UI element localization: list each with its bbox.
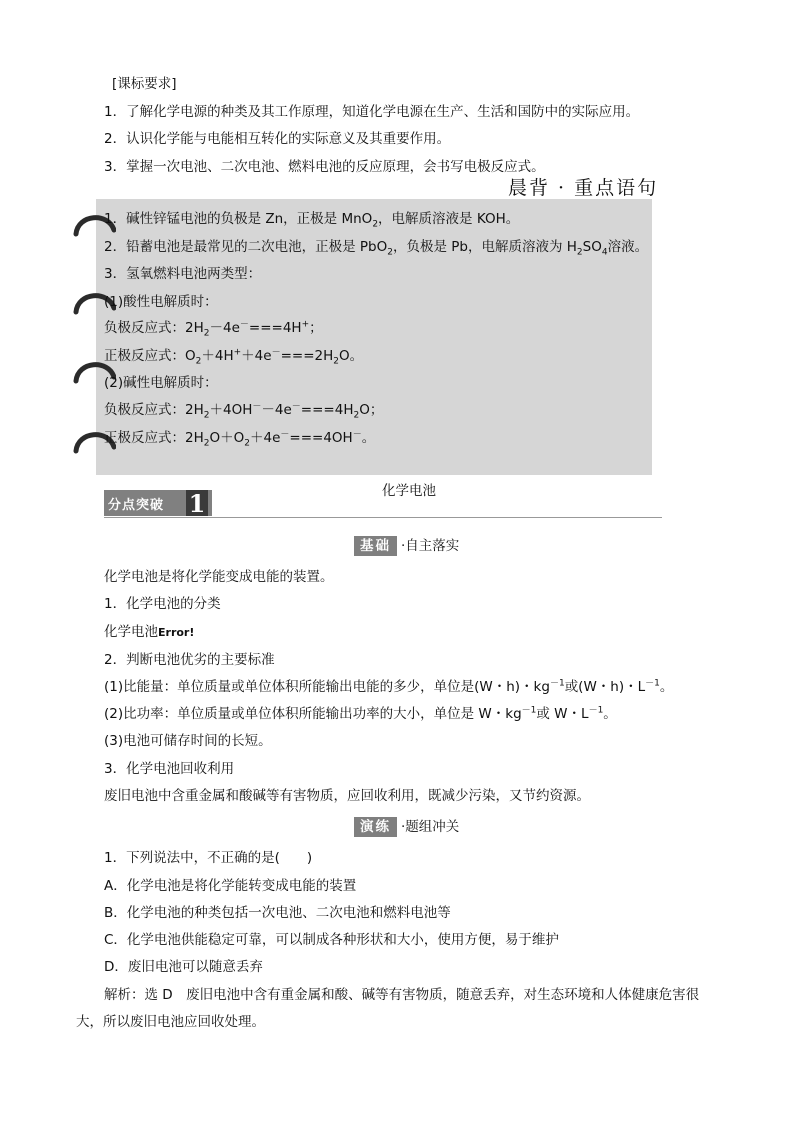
acid-positive-equation: 正极反应式：$O_2+4H^++4e^-===2H_2O$。	[104, 347, 364, 367]
question-1: 1．下列说法中，不正确的是( )	[104, 850, 313, 866]
storage-time: (3)电池可储存时间的长短。	[104, 733, 272, 749]
option-b: B．化学电池的种类包括一次电池、二次电池和燃料电池等	[104, 905, 451, 921]
basics-heading-3: 3．化学电池回收利用	[104, 761, 235, 777]
option-d: D．废旧电池可以随意丢弃	[104, 959, 263, 975]
analysis-line-2: 大，所以废旧电池应回收处理。	[76, 1014, 265, 1030]
section-badge	[104, 490, 212, 516]
morning-recitation-title: 晨背 · 重点语句	[508, 177, 659, 199]
error-field: Error!	[158, 626, 195, 639]
alkaline-positive-equation: 正极反应式：$2H_2O+O_2+4e^-===4OH^-$。	[104, 429, 376, 449]
basics-intro: 化学电池是将化学能变成电能的装置。	[104, 569, 334, 585]
key-point-1: 1．碱性锌锰电池的负极是 Zn，正极是 MnO$_2$，电解质溶液是 KOH。	[104, 211, 520, 230]
requirement-1: 1．了解化学电源的种类及其工作原理，知道化学电源在生产、生活和国防中的实际应用。	[104, 104, 640, 120]
option-c: C．化学电池供能稳定可靠，可以制成各种形状和大小，使用方便，易于维护	[104, 932, 559, 948]
standards-title: [课标要求]	[112, 76, 177, 92]
basics-heading-2: 2．判断电池优劣的主要标准	[104, 652, 275, 668]
section-badge-number: 1	[186, 490, 208, 516]
section-badge-label: 分点突破	[108, 497, 165, 513]
acid-negative-equation: 负极反应式：$2H_2-4e^-===4H^+$；	[104, 319, 323, 339]
battery-classification: 化学电池Error!	[104, 624, 195, 640]
basics-tag	[354, 536, 459, 556]
practice-tag	[354, 817, 459, 837]
alkaline-electrolyte-title: (2)碱性电解质时：	[104, 375, 218, 391]
specific-energy: (1)比能量：单位质量或单位体积所能输出电能的多少，单位是(W・h)・$kg^{-1}$或(W・h)・$L^{-1}$。	[104, 678, 674, 695]
acid-electrolyte-title: (1)酸性电解质时：	[104, 294, 218, 310]
basics-heading-1: 1．化学电池的分类	[104, 596, 221, 612]
basics-tag-subtitle: ·自主落实	[401, 538, 460, 554]
key-point-3: 3．氢氧燃料电池两类型：	[104, 266, 262, 282]
requirement-2: 2．认识化学能与电能相互转化的实际意义及其重要作用。	[104, 131, 451, 147]
basics-tag-label: 基础	[354, 536, 397, 556]
recycling-text: 废旧电池中含重金属和酸碱等有害物质，应回收利用，既减少污染，又节约资源。	[104, 788, 590, 804]
analysis-line-1: 解析：选 D 废旧电池中含有重金属和酸、碱等有害物质，随意丢弃，对生态环境和人体健康危害很	[104, 987, 700, 1003]
section-title: 化学电池	[382, 483, 436, 499]
specific-power: (2)比功率：单位质量或单位体积所能输出功率的大小，单位是 W・$kg^{-1}$或 W・$L^{-1}$。	[104, 705, 617, 722]
practice-tag-subtitle: ·题组冲关	[401, 819, 460, 835]
alkaline-negative-equation: 负极反应式：$2H_2+4OH^--4e^-===4H_2O$；	[104, 401, 384, 421]
key-point-2: 2．铅蓄电池是最常见的二次电池，正极是 PbO$_2$，负极是 Pb，电解质溶液为 $H_2SO_4$溶液。	[104, 239, 649, 258]
practice-tag-label: 演练	[354, 817, 397, 837]
option-a: A．化学电池是将化学能转变成电能的装置	[104, 878, 357, 894]
requirement-3: 3．掌握一次电池、二次电池、燃料电池的反应原理，会书写电极反应式。	[104, 159, 545, 175]
section-divider	[104, 517, 662, 518]
